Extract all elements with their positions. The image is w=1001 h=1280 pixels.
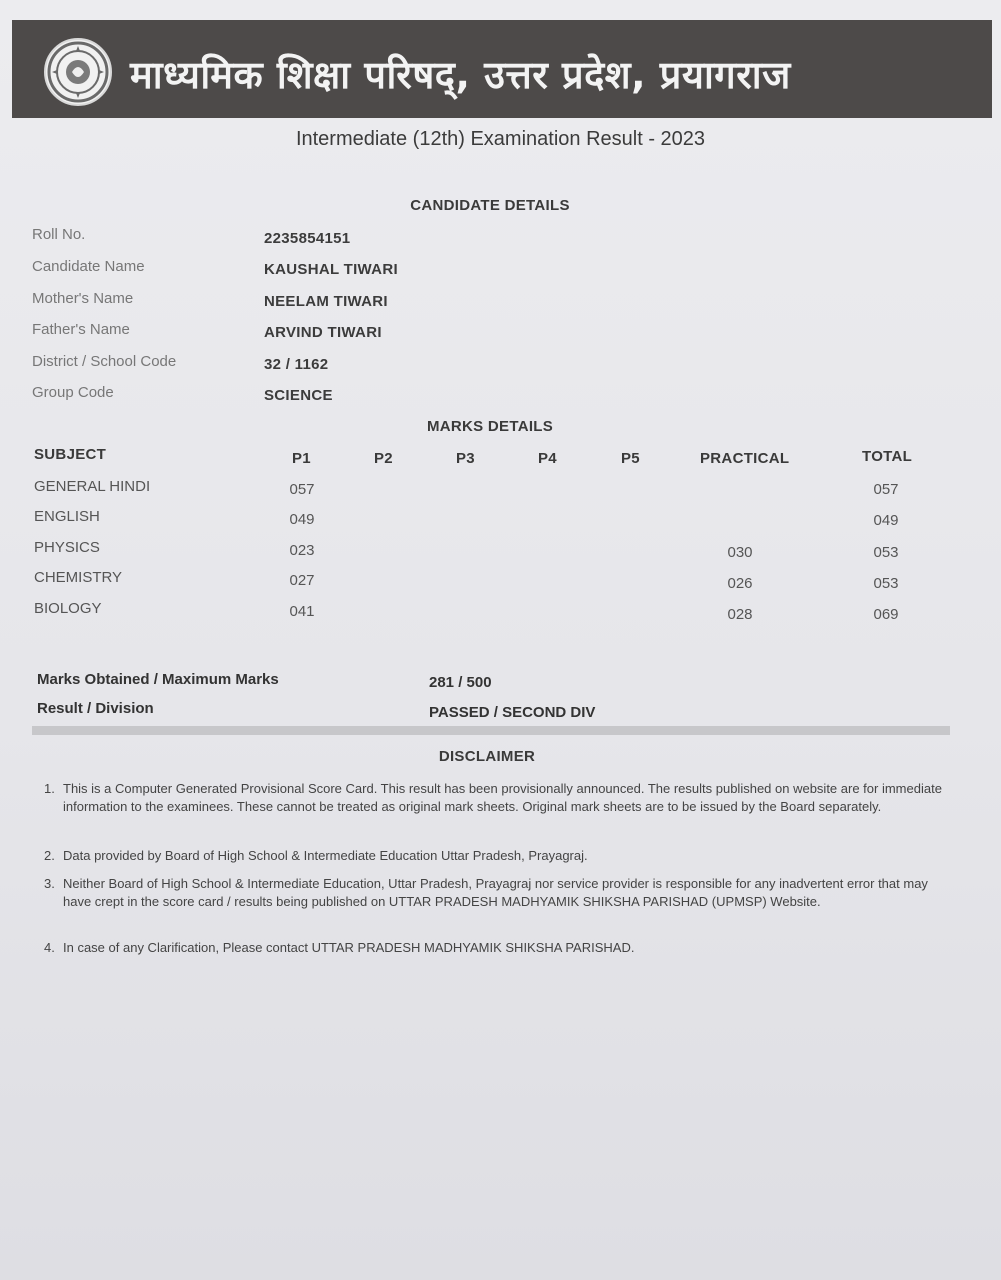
col-practical: PRACTICAL [700,450,790,467]
col-subject: SUBJECT [34,446,107,463]
mark-total: 057 [873,481,899,498]
mark-p1: 049 [289,511,315,528]
disclaimer-item-text: Data provided by Board of High School & Intermediate Education Uttar Pradesh, Prayagraj. [63,848,588,863]
marks-details-heading: MARKS DETAILS [426,418,554,435]
candidate-name-label: Candidate Name [32,258,145,275]
marks-obtained-value: 281 / 500 [429,674,492,691]
disclaimer-item-text: In case of any Clarification, Please contact UTTAR PRADESH MADHYAMIK SHIKSHA PARISHAD. [63,940,635,955]
col-p2: P2 [374,450,393,467]
subject-name: PHYSICS [34,539,100,556]
mark-p1: 041 [289,603,315,620]
subject-name: ENGLISH [34,508,100,525]
mother-name-value: NEELAM TIWARI [264,293,388,310]
subject-name: CHEMISTRY [34,569,123,586]
mark-total: 069 [873,606,899,623]
mark-total: 053 [873,575,899,592]
mother-name-label: Mother's Name [32,290,134,307]
col-p4: P4 [538,450,557,467]
col-p5: P5 [621,450,640,467]
mark-practical: 028 [727,606,753,623]
roll-no-label: Roll No. [32,226,86,243]
candidate-name-value: KAUSHAL TIWARI [264,261,398,278]
district-school-code-label: District / School Code [32,353,177,370]
group-code-value: SCIENCE [264,387,333,404]
result-division-label: Result / Division [37,700,154,717]
candidate-details-heading: CANDIDATE DETAILS [410,197,570,214]
disclaimer-item-text: Neither Board of High School & Intermediate Education, Uttar Pradesh, Prayagraj nor service provider is responsible for any inadvertent error that may have crept in the score card / results being published on UTTAR PRADESH MADHYAMIK SHIKSHA PARISHAD (UPMSP) Website. [63,876,928,909]
disclaimer-item [44,875,944,911]
upmsp-seal-icon [44,38,112,106]
roll-no-value: 2235854151 [264,230,351,247]
group-code-label: Group Code [32,384,114,401]
mark-total: 053 [873,544,899,561]
mark-p1: 023 [289,542,315,559]
col-p3: P3 [456,450,475,467]
board-name-title: माध्यमिक शिक्षा परिषद्, उत्तर प्रदेश, प्रयागराज [130,53,791,97]
mark-practical: 030 [727,544,753,561]
col-total: TOTAL [862,448,913,465]
result-division-value: PASSED / SECOND DIV [429,704,596,721]
subject-name: GENERAL HINDI [34,478,151,495]
mark-total: 049 [873,512,899,529]
col-p1: P1 [292,450,311,467]
father-name-value: ARVIND TIWARI [264,324,382,341]
section-divider [32,726,950,735]
disclaimer-heading: DISCLAIMER [438,748,536,765]
disclaimer-item-number: 4. [44,940,55,955]
mark-p1: 027 [289,572,315,589]
subject-name: BIOLOGY [34,600,102,617]
disclaimer-item-number: 3. [44,876,55,891]
marks-obtained-label: Marks Obtained / Maximum Marks [37,671,279,688]
disclaimer-item [44,939,944,957]
exam-title: Intermediate (12th) Examination Result - 2023 [295,128,706,150]
disclaimer-item-number: 1. [44,781,55,796]
district-school-code-value: 32 / 1162 [264,356,329,373]
mark-p1: 057 [289,481,315,498]
disclaimer-item-number: 2. [44,848,55,863]
mark-practical: 026 [727,575,753,592]
father-name-label: Father's Name [32,321,130,338]
disclaimer-item [44,780,944,816]
disclaimer-item [44,847,944,865]
disclaimer-item-text: This is a Computer Generated Provisional Score Card. This result has been provisionally announced. The results published on website are for immediate information to the examinees. These cannot be treated as original mark sheets. Original mark sheets are to be issued by the Board separately. [63,781,942,814]
